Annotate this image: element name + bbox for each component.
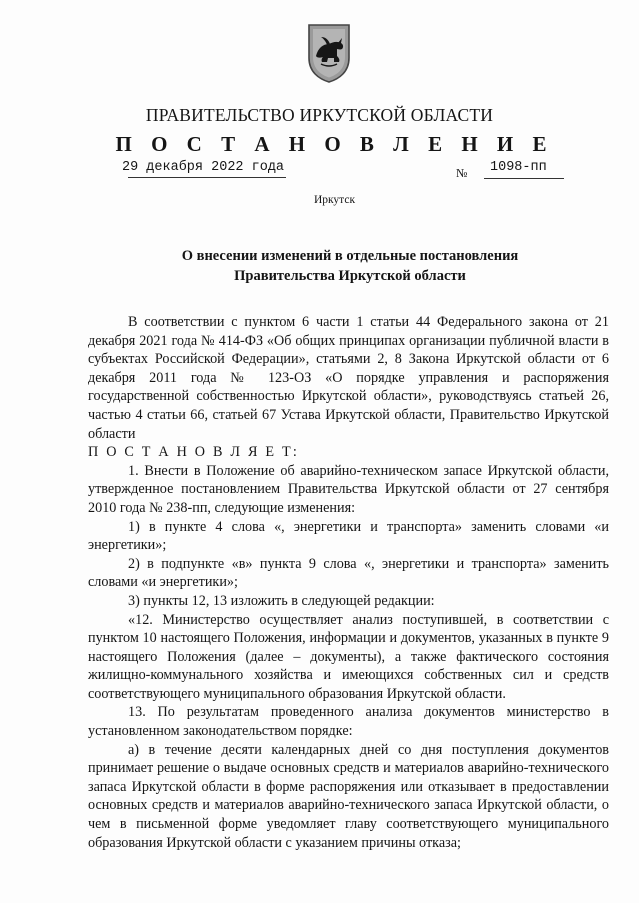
document-number (484, 160, 564, 175)
title-line-2: Правительства Иркутской области (234, 268, 466, 284)
paragraph-item-1-3: 3) пункты 12, 13 изложить в следующей редакции: (128, 592, 435, 609)
government-name: ПРАВИТЕЛЬСТВО ИРКУТСКОЙ ОБЛАСТИ (145, 105, 494, 125)
preamble-paragraph: В соответствии с пунктом 6 части 1 статьи 44 Федерального закона от 21 декабря 2021 года № 414-ФЗ «Об общих принципах организации публичной власти в субъектах Российской Федерации», статьями 2, 8 Закона Иркутской области от 6 декабря 2011 года № 123-ОЗ «О порядке управления и распоряжения государственной собственностью Иркутской области», руководствуясь статьей 26, частью 4 статьи 66, статьей 67 Устава Иркутской области, Правительство Иркутской области (88, 314, 609, 442)
paragraph-point-13-a: а) в течение десяти календарных дней со дня поступления документов принимает решение о выдаче основных средств и материалов аварийно-технического запаса Иркутской области в форме распоряжения или отказывает в предоставлении основных средств и материалов аварийно-технического запаса Иркутской области, о чем в письменной форме уведомляет главу соответствующего муниципального образования Иркутской области с указанием причины отказа; (88, 741, 609, 851)
irkutsk-coat-of-arms-icon (306, 22, 352, 84)
document-body (88, 313, 609, 852)
title-line-1: О внесении изменений в отдельные постановления (181, 248, 519, 264)
paragraph-point-13: 13. По результатам проведенного анализа документов министерство в установленном законодательством порядке: (88, 704, 609, 740)
paragraph-item-1-2: 2) в подпункте «в» пункта 9 слова «, энергетики и транспорта» заменить словами «и энергетики»; (88, 555, 609, 591)
number-text: 1098-пп (490, 160, 547, 175)
paragraph-item-1-1: 1) в пункте 4 слова «, энергетики и транспорта» заменить словами «и энергетики»; (88, 518, 609, 554)
number-underline (484, 178, 564, 179)
date-text: 29 декабря 2022 года (122, 160, 285, 175)
number-label: № (456, 166, 468, 180)
date-underline (128, 177, 286, 178)
document-type: П О С Т А Н О В Л Е Н И Е (115, 132, 554, 156)
document-date (122, 160, 284, 175)
city-name: Иркутск (313, 194, 356, 206)
document-title (70, 246, 630, 286)
paragraph-point-12: «12. Министерство осуществляет анализ поступившей, в соответствии с пунктом 10 настоящего Положения, информации и документов, указанных в пункте 9 настоящего Положения (далее – документы), а также фактического состояния жилищно-коммунального хозяйства и имеющихся собственных сил и средств соответствующего муниципального образования Иркутской области. (88, 611, 609, 702)
decree-word: П О С Т А Н О В Л Я Е Т: (88, 444, 299, 461)
paragraph-item-1: 1. Внести в Положение об аварийно-техническом запасе Иркутской области, утвержденное постановлением Правительства Иркутской области от 27 сентября 2010 года № 238-пп, следующие изменения: (88, 462, 609, 516)
